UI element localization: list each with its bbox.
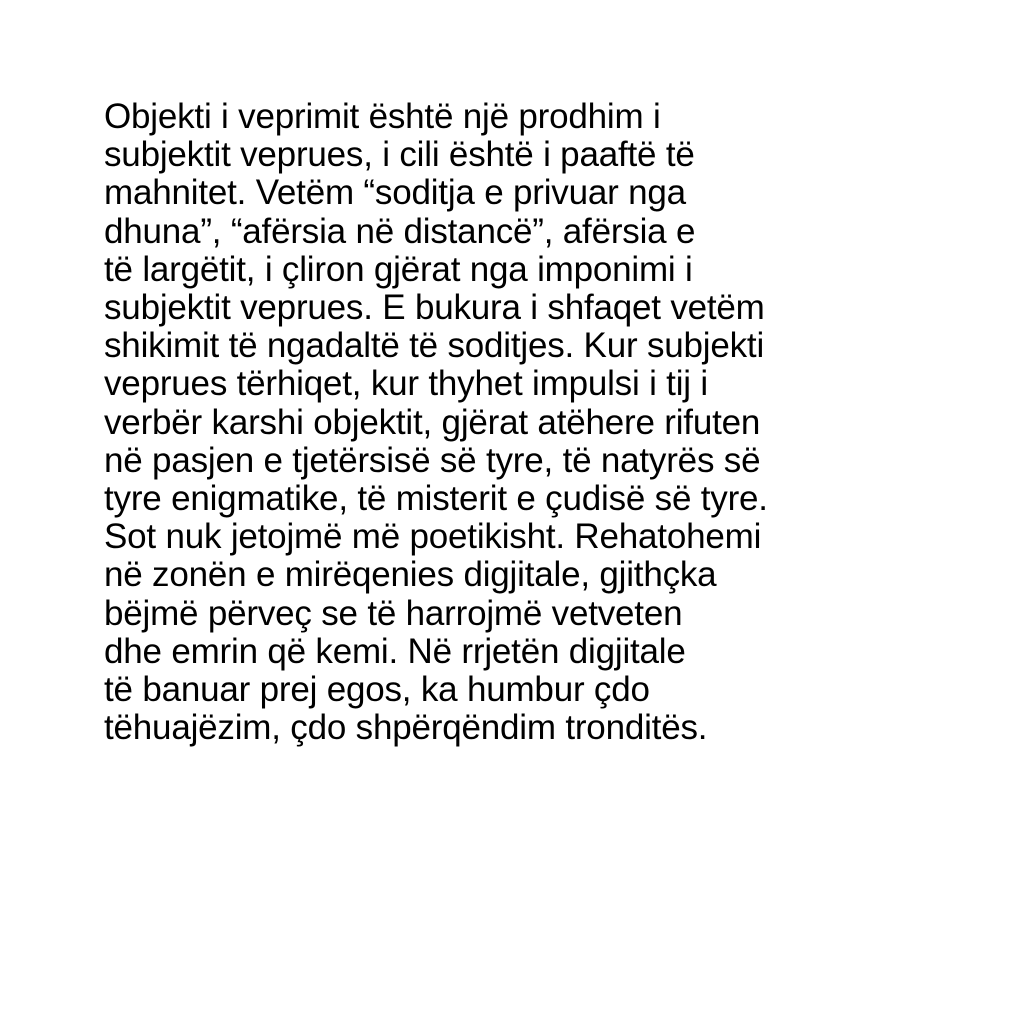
body-text (104, 98, 984, 747)
text-line: të largëtit, i çliron gjërat nga imponimi i (104, 249, 693, 289)
text-line: shikimit të ngadaltë të soditjes. Kur subjekti (104, 326, 765, 366)
text-line: dhuna”, “afërsia në distancë”, afërsia e (104, 211, 696, 251)
text-line: Objekti i veprimit është një prodhim i (104, 97, 661, 136)
text-line: verbër karshi objektit, gjërat atëhere rifuten (104, 402, 761, 442)
text-line: të banuar prej egos, ka humbur çdo (104, 670, 650, 710)
text-line: subjektit veprues, i cili është i paaftë të (104, 135, 695, 175)
text-line: tyre enigmatike, të misterit e çudisë së tyre. (104, 479, 768, 519)
text-line: në zonën e mirëqenies digjitale, gjithçka (104, 555, 717, 595)
text-line: Sot nuk jetojmë më poetikisht. Rehatohemi (104, 517, 762, 557)
text-line: dhe emrin që kemi. Në rrjetën digjitale (104, 631, 686, 671)
text-line: tëhuajëzim, çdo shpërqëndim tronditës. (104, 708, 708, 748)
text-line: mahnitet. Vetëm “soditja e privuar nga (104, 173, 686, 213)
text-line: në pasjen e tjetërsisë së tyre, të natyrës së (104, 440, 761, 480)
text-line: bëjmë përveç se të harrojmë vetveten (104, 593, 683, 633)
text-line: veprues tërhiqet, kur thyhet impulsi i tij i (104, 364, 708, 404)
text-line: subjektit veprues. E bukura i shfaqet vetëm (104, 288, 765, 328)
